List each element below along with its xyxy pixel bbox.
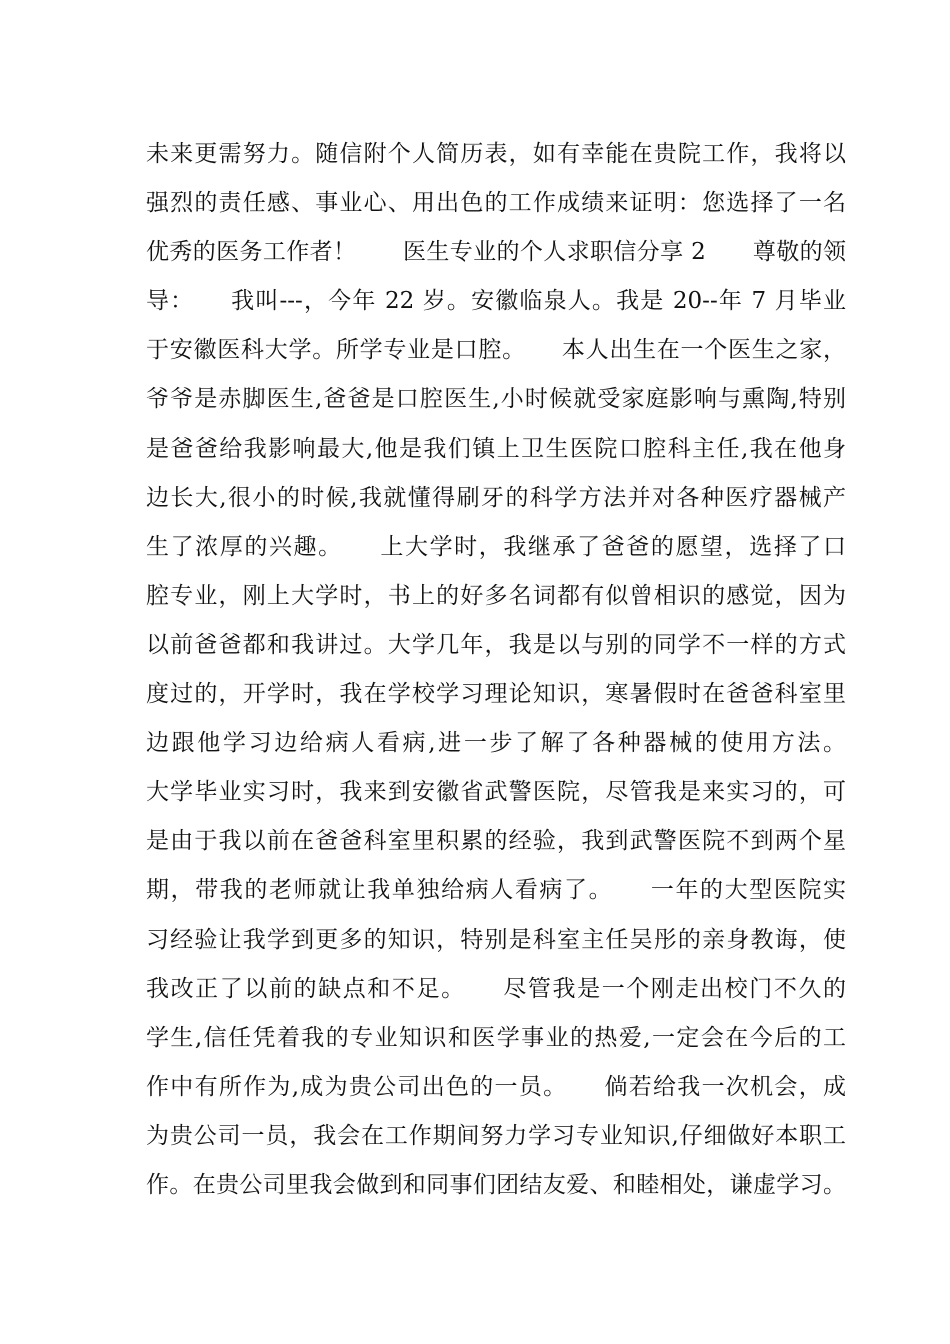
text-line-12: 度过的，开学时，我在学校学习理论知识，寒暑假时在爸爸科室里 [146,681,846,708]
text-line-17: 习经验让我学到更多的知识，特别是科室主任吴彤的亲身教诲，使 [146,926,846,953]
text-line-2: 强烈的责任感、事业心、用出色的工作成绩来证明：您选择了一名 [146,190,846,217]
text-line-3: 优秀的医务工作者！ 医生专业的个人求职信分享 2 尊敬的领 [146,239,846,266]
text-line-6: 爷爷是赤脚医生,爸爸是口腔医生,小时候就受家庭影响与熏陶,特别 [146,386,846,413]
text-line-14: 大学毕业实习时，我来到安徽省武警医院，尽管我是来实习的，可 [146,779,846,806]
text-line-1: 未来更需努力。随信附个人简历表，如有幸能在贵院工作，我将以 [146,141,846,167]
text-line-7: 是爸爸给我影响最大,他是我们镇上卫生医院口腔科主任,我在他身 [146,435,846,462]
text-line-5: 于安徽医科大学。所学专业是口腔。 本人出生在一个医生之家， [146,337,846,364]
text-line-4: 导： 我叫---，今年 22 岁。安徽临泉人。我是 20--年 7 月毕业 [146,288,846,315]
text-line-9: 生了浓厚的兴趣。 上大学时，我继承了爸爸的愿望，选择了口 [146,533,846,560]
text-line-10: 腔专业，刚上大学时，书上的好多名词都有似曾相识的感觉，因为 [146,582,846,609]
text-line-16: 期，带我的老师就让我单独给病人看病了。 一年的大型医院实 [146,877,846,904]
text-line-19: 学生,信任凭着我的专业知识和医学事业的热爱,一定会在今后的工 [146,1024,846,1051]
text-line-20: 作中有所作为,成为贵公司出色的一员。 倘若给我一次机会，成 [146,1073,846,1100]
text-line-21: 为贵公司一员，我会在工作期间努力学习专业知识,仔细做好本职工 [146,1122,846,1149]
text-line-15: 是由于我以前在爸爸科室里积累的经验，我到武警医院不到两个星 [146,828,846,855]
text-line-8: 边长大,很小的时候,我就懂得刷牙的科学方法并对各种医疗器械产 [146,484,846,511]
text-line-22: 作。在贵公司里我会做到和同事们团结友爱、和睦相处，谦虚学习。 [146,1171,846,1198]
body-text [146,130,846,1210]
text-line-13: 边跟他学习边给病人看病,进一步了解了各种器械的使用方法。 [146,730,846,757]
text-line-18: 我改正了以前的缺点和不足。 尽管我是一个刚走出校门不久的 [146,975,846,1002]
text-line-11: 以前爸爸都和我讲过。大学几年，我是以与别的同学不一样的方式 [146,631,846,658]
